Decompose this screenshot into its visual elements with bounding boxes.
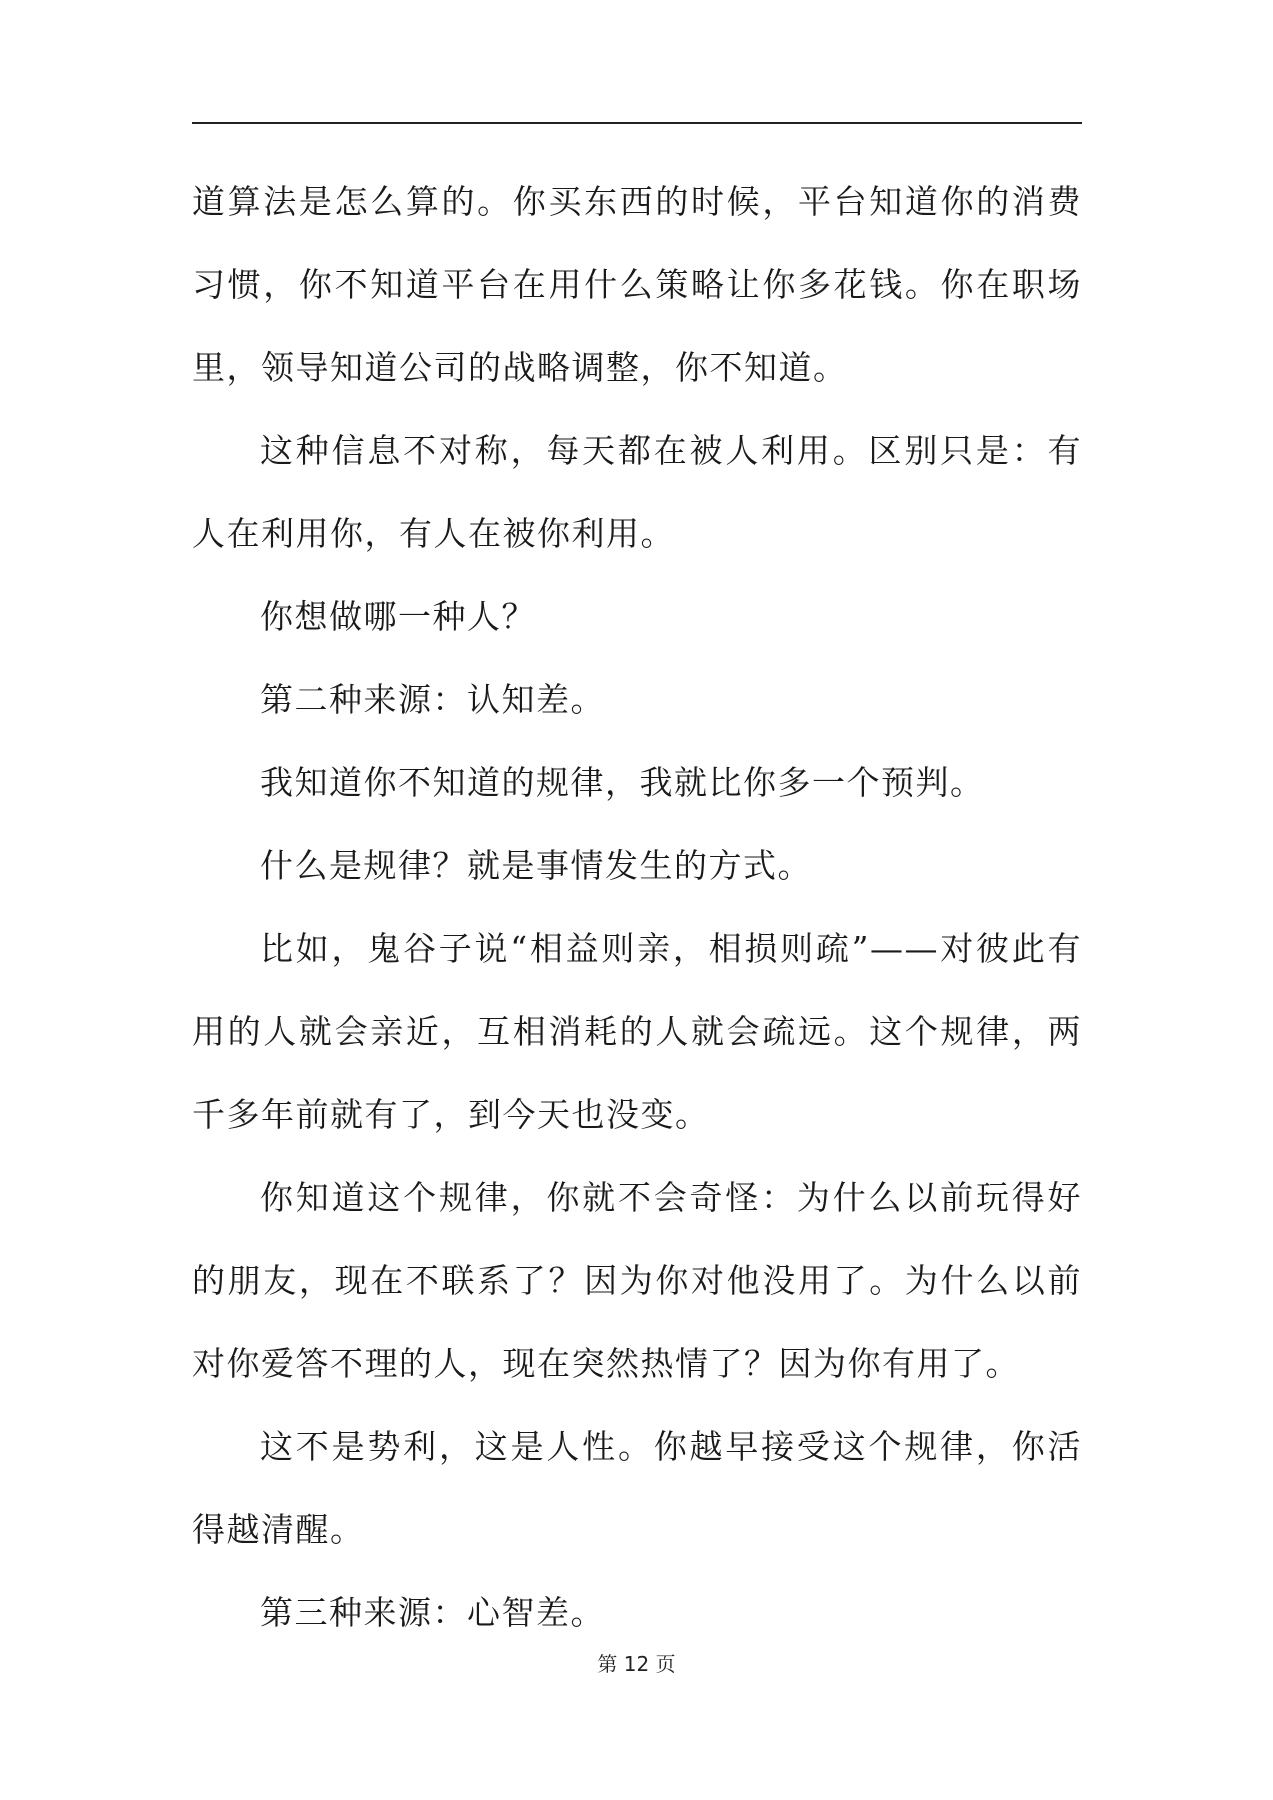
section-heading: 第二种来源：认知差。 (260, 680, 605, 719)
page-number: 第 12 页 (597, 1652, 676, 1676)
paragraph: 你想做哪一种人？ (260, 597, 536, 636)
header-rule (192, 122, 1082, 124)
paragraph: 我知道你不知道的规律，我就比你多一个预判。 (260, 763, 985, 802)
paragraph: 这种信息不对称，每天都在被人利用。区别只是：有人在利用你，有人在被你利用。 (192, 431, 1082, 553)
paragraph: 你知道这个规律，你就不会奇怪：为什么以前玩得好的朋友，现在不联系了？因为你对他没用了。为什么以前对你爱答不理的人，现在突然热情了？因为你有用了。 (192, 1178, 1082, 1383)
paragraph: 这不是势利，这是人性。你越早接受这个规律，你活得越清醒。 (192, 1427, 1082, 1549)
paragraph: 比如，鬼谷子说“相益则亲，相损则疏”——对彼此有用的人就会亲近，互相消耗的人就会疏远。这个规律，两千多年前就有了，到今天也没变。 (192, 929, 1082, 1134)
paragraph: 什么是规律？就是事情发生的方式。 (260, 846, 812, 885)
document-body (192, 160, 1082, 1654)
section-heading: 第三种来源：心智差。 (260, 1593, 605, 1632)
paragraph: 道算法是怎么算的。你买东西的时候，平台知道你的消费习惯，你不知道平台在用什么策略让你多花钱。你在职场里，领导知道公司的战略调整，你不知道。 (192, 182, 1082, 387)
